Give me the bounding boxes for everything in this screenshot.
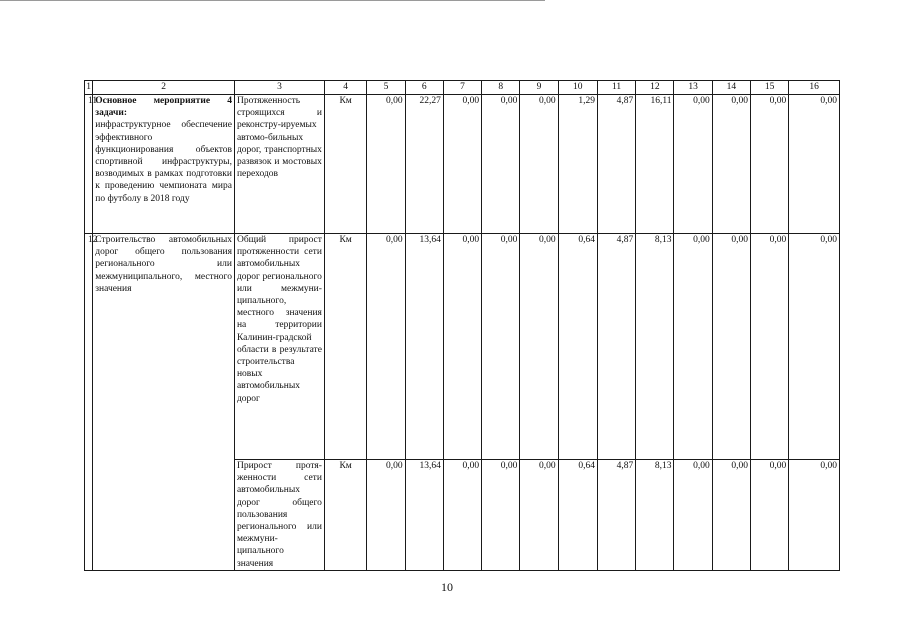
value-cell: 0,00	[674, 95, 712, 234]
header-cell: 5	[367, 81, 405, 95]
value-cell: 0,00	[674, 234, 712, 460]
value-cell: 0,00	[482, 234, 520, 460]
value-cell: 0,00	[520, 95, 558, 234]
value-cell: 4,87	[597, 95, 635, 234]
value-cell: 0,00	[367, 234, 405, 460]
value-cell: 0,00	[789, 234, 840, 460]
value-cell: 0,00	[482, 95, 520, 234]
header-cell: 16	[789, 81, 840, 95]
value-cell: 13,64	[405, 460, 443, 571]
header-cell: 14	[712, 81, 750, 95]
indicator-cell: Протяженность строящихся и реконстру-ируемых автомо-бильных дорог, транспортных развязок и мостовых переходов	[234, 95, 324, 234]
value-cell: 0,64	[558, 460, 597, 571]
column-number-row	[85, 81, 840, 95]
header-cell: 8	[482, 81, 520, 95]
unit-cell: Км	[324, 95, 366, 234]
table-row	[85, 95, 840, 234]
activity-cell	[93, 95, 235, 234]
indicator-cell: Прирост протя-женности сети автомобильных дорог общего пользования регионального или межмуни-ципального значения	[234, 460, 324, 571]
value-cell: 0,00	[443, 95, 481, 234]
value-cell: 0,00	[367, 460, 405, 571]
indicators-table	[84, 80, 840, 571]
value-cell: 0,00	[520, 460, 558, 571]
row-number: 11	[85, 95, 93, 234]
value-cell: 13,64	[405, 234, 443, 460]
value-cell: 0,00	[443, 234, 481, 460]
value-cell: 0,00	[712, 234, 750, 460]
value-cell: 8,13	[636, 234, 674, 460]
activity-description: Строительство автомобильных дорог общего пользования регионального или межмуниципального, местного значения	[95, 235, 232, 294]
value-cell: 1,29	[558, 95, 597, 234]
value-cell: 0,00	[674, 460, 712, 571]
value-cell: 0,00	[520, 234, 558, 460]
value-cell: 0,00	[751, 234, 789, 460]
header-cell: 1	[85, 81, 93, 95]
header-cell: 15	[751, 81, 789, 95]
value-cell: 22,27	[405, 95, 443, 234]
value-cell: 0,00	[789, 460, 840, 571]
value-cell: 0,64	[558, 234, 597, 460]
header-cell: 13	[674, 81, 712, 95]
value-cell: 0,00	[367, 95, 405, 234]
value-cell: 0,00	[482, 460, 520, 571]
activity-title: Основное мероприятие 4 задачи:	[95, 96, 232, 119]
indicator-cell: Общий прирост протяженности сети автомобильных дорог регионального или межмуни-ципального, местного значения на территории Калинин-градской области в результате строительства новых автомобильных дорог	[234, 234, 324, 460]
value-cell: 8,13	[636, 460, 674, 571]
value-cell: 0,00	[751, 95, 789, 234]
header-cell: 4	[324, 81, 366, 95]
header-cell: 9	[520, 81, 558, 95]
value-cell: 4,87	[597, 460, 635, 571]
table-row	[85, 234, 840, 460]
top-rule	[0, 0, 545, 1]
value-cell: 0,00	[443, 460, 481, 571]
value-cell: 16,11	[636, 95, 674, 234]
value-cell: 0,00	[789, 95, 840, 234]
unit-cell: Км	[324, 460, 366, 571]
page-number: 10	[441, 580, 453, 594]
header-cell: 12	[636, 81, 674, 95]
header-cell: 2	[93, 81, 235, 95]
value-cell: 0,00	[712, 460, 750, 571]
value-cell: 0,00	[712, 95, 750, 234]
value-cell: 4,87	[597, 234, 635, 460]
row-number: 12	[85, 234, 93, 571]
activity-cell	[93, 234, 235, 571]
header-cell: 11	[597, 81, 635, 95]
header-cell: 10	[558, 81, 597, 95]
header-cell: 6	[405, 81, 443, 95]
value-cell: 0,00	[751, 460, 789, 571]
unit-cell: Км	[324, 234, 366, 460]
header-cell: 3	[234, 81, 324, 95]
activity-description: инфраструктурное обеспечение эффективного функционирования объектов спортивной инфраструктуры, возводимых в рамках подготовки к проведению чемпионата мира по футболу в 2018 году	[95, 120, 232, 204]
header-cell: 7	[443, 81, 481, 95]
